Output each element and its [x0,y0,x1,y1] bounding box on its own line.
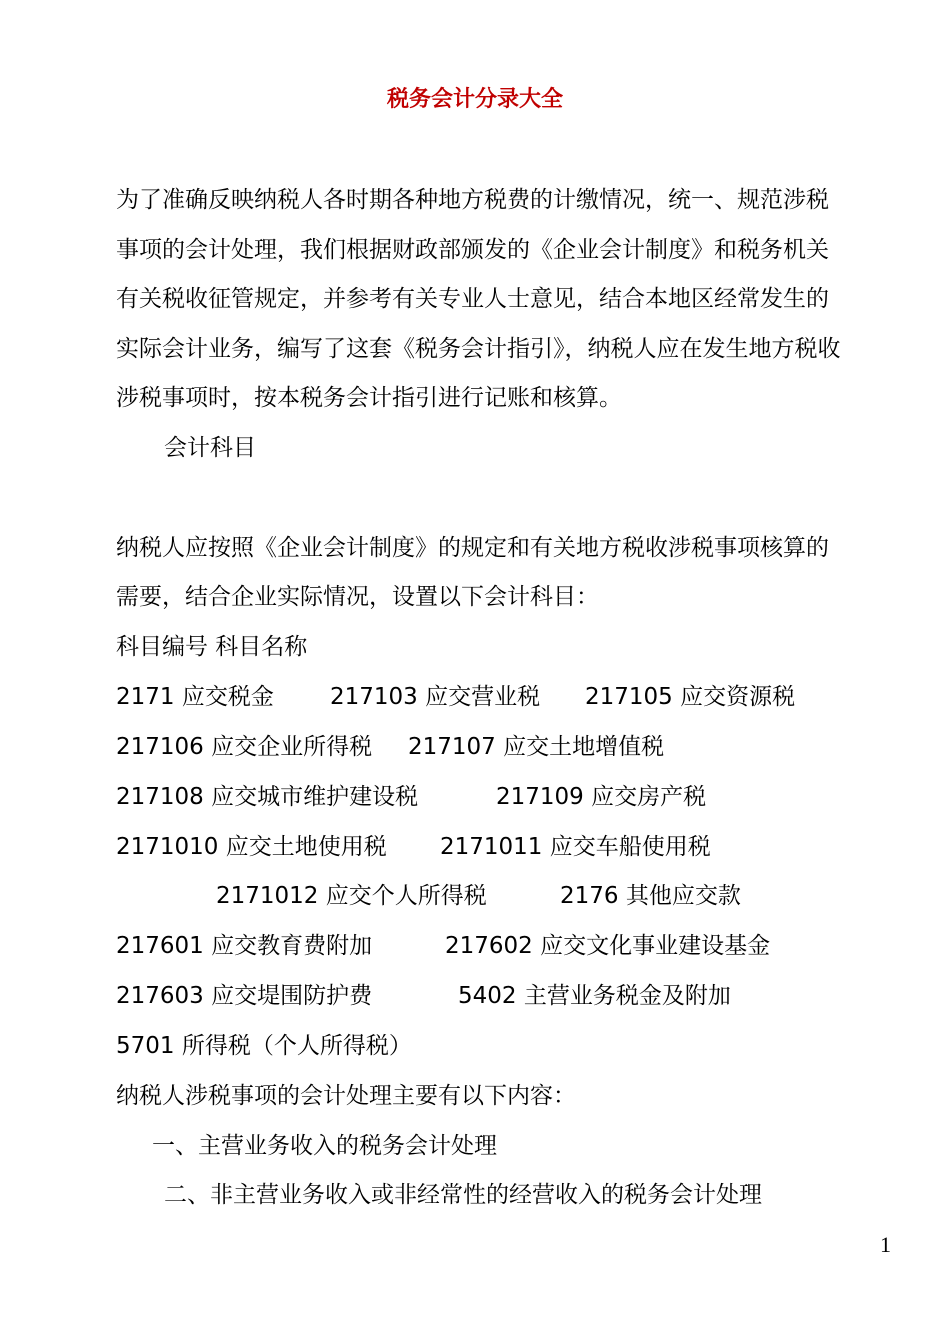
subject-code: 217105 [585,684,673,710]
subject-entry [330,681,540,713]
subject-entry [116,980,372,1012]
subject-name: 应交堤围防护费 [211,983,373,1009]
subject-code: 2171011 [440,834,543,860]
intro-line: 为了准确反映纳税人各时期各种地方税费的计缴情况，统一、规范涉税 [116,187,829,213]
subject-entry [116,930,372,962]
subject-code: 217107 [408,734,496,760]
subject-entry [116,731,372,763]
subject-name: 应交教育费附加 [211,933,373,959]
subject-code: 217601 [116,933,204,959]
subject-name: 应交个人所得税 [325,883,487,909]
section-heading: 会计科目 [164,435,256,461]
subject-code: 217109 [496,784,584,810]
subject-name: 主营业务税金及附加 [523,983,731,1009]
content-item: 二、非主营业务收入或非经常性的经营收入的税务会计处理 [164,1182,762,1208]
subject-name: 所得税（个人所得税） [181,1033,412,1059]
subject-name: 应交房产税 [591,784,707,810]
subject-entry [116,681,274,713]
subject-code: 217106 [116,734,204,760]
intro-line: 实际会计业务，编写了这套《税务会计指引》，纳税人应在发生地方税收 [116,336,841,362]
intro-line: 事项的会计处理，我们根据财政部颁发的《企业会计制度》和税务机关 [116,237,829,263]
subject-intro-line: 纳税人应按照《企业会计制度》的规定和有关地方税收涉税事项核算的 [116,535,829,561]
intro-line: 涉税事项时，按本税务会计指引进行记账和核算。 [116,385,622,411]
subject-entry [585,681,795,713]
subject-code: 5402 [458,983,517,1009]
subject-entry [496,781,706,813]
subject-entry [560,880,741,912]
subject-name: 应交文化事业建设基金 [540,933,771,959]
subject-name: 应交土地使用税 [225,834,387,860]
page-number: 1 [880,1232,891,1257]
subject-intro-line: 需要，结合企业实际情况，设置以下会计科目： [116,584,599,610]
subject-code: 2171012 [216,883,319,909]
subject-name: 应交土地增值税 [503,734,665,760]
subject-entry [440,831,711,863]
subject-name: 应交税金 [181,684,274,710]
intro-line: 有关税收征管规定，并参考有关专业人士意见，结合本地区经常发生的 [116,286,829,312]
subject-entry [116,781,418,813]
subject-code: 217108 [116,784,204,810]
subject-entry [408,731,664,763]
subject-entry [116,831,387,863]
subject-name: 其他应交款 [625,883,741,909]
content-intro: 纳税人涉税事项的会计处理主要有以下内容： [116,1083,576,1109]
content-item: 一、主营业务收入的税务会计处理 [152,1133,497,1159]
subject-name: 应交营业税 [425,684,541,710]
document-title: 税务会计分录大全 [386,87,563,112]
subject-code: 217103 [330,684,418,710]
subject-code: 2176 [560,883,619,909]
subject-entry [116,1030,412,1062]
subject-entry [216,880,487,912]
subject-code: 217602 [445,933,533,959]
subject-name: 应交车船使用税 [549,834,711,860]
subject-entry [445,930,770,962]
subject-table-header: 科目编号 科目名称 [116,634,308,660]
subject-name: 应交城市维护建设税 [211,784,419,810]
subject-code: 217603 [116,983,204,1009]
subject-code: 5701 [116,1033,175,1059]
subject-name: 应交企业所得税 [211,734,373,760]
subject-entry [458,980,731,1012]
subject-name: 应交资源税 [680,684,796,710]
subject-code: 2171 [116,684,175,710]
subject-code: 2171010 [116,834,219,860]
